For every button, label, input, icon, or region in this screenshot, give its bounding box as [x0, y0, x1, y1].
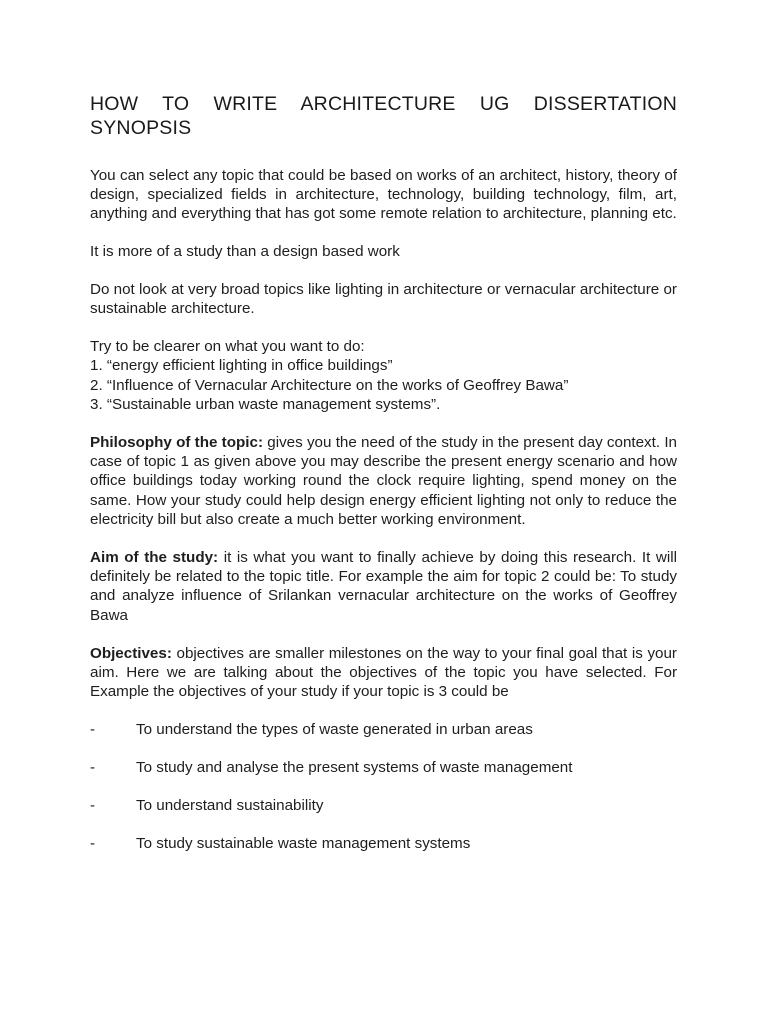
list-item-text: To understand the types of waste generated in urban areas	[136, 721, 533, 739]
list-item-text: To study and analyse the present systems of waste management	[136, 759, 573, 777]
topic-example-item: 1. “energy efficient lighting in office buildings”	[90, 357, 393, 375]
topic-example-item: 3. “Sustainable urban waste management systems”.	[90, 395, 441, 413]
list-item-text: To understand sustainability	[136, 796, 324, 814]
list-item	[90, 796, 677, 815]
broad-topics-paragraph: Do not look at very broad topics like lighting in architecture or vernacular architecture or sustainable architecture.	[90, 280, 677, 318]
dash-marker: -	[90, 834, 96, 852]
objectives-text: objectives are smaller milestones on the way to your final goal that is your aim. Here we are talking about the objectives of the topic you have selected. For Example the objectives of your study if your topic is 3 could be	[90, 644, 677, 701]
philosophy-paragraph	[90, 433, 677, 529]
aim-text: it is what you want to finally achieve by doing this research. It will definitely be related to the topic title. For example the aim for topic 2 could be: To study and analyze influence of Srilankan vernacular architecture on the works of Geoffrey Bawa	[90, 549, 677, 624]
document-title: HOW TO WRITE ARCHITECTURE UG DISSERTATION SYNOPSIS	[90, 93, 677, 139]
philosophy-text: gives you the need of the study in the present day context. In case of topic 1 as given above you may describe the present energy scenario and how office buildings today working round the clock require lighting, spend money on the same. How your study could help design energy efficient lighting not only to reduce the electricity bill but also create a much better working environment.	[90, 434, 677, 528]
list-item	[90, 720, 677, 739]
objectives-list	[90, 720, 677, 852]
philosophy-heading: Philosophy of the topic:	[90, 434, 264, 452]
topic-examples	[90, 337, 677, 414]
topic-example-item: 2. “Influence of Vernacular Architecture on the works of Geoffrey Bawa”	[90, 376, 569, 394]
dash-marker: -	[90, 759, 96, 777]
aim-heading: Aim of the study:	[90, 549, 219, 567]
list-item	[90, 758, 677, 777]
list-item	[90, 834, 677, 853]
list-item-text: To study sustainable waste management systems	[136, 834, 471, 852]
dash-marker: -	[90, 721, 96, 739]
objectives-paragraph	[90, 644, 677, 702]
intro-paragraph: You can select any topic that could be based on works of an architect, history, theory of design, specialized fields in architecture, technology, building technology, film, art, anything and everything that has got some remote relation to architecture, planning etc.	[90, 167, 677, 223]
study-note-paragraph: It is more of a study than a design based work	[90, 242, 400, 260]
aim-paragraph	[90, 548, 677, 625]
dash-marker: -	[90, 796, 96, 814]
objectives-heading: Objectives:	[90, 644, 172, 662]
document-page	[90, 92, 677, 871]
topic-examples-lead: Try to be clearer on what you want to do:	[90, 338, 365, 356]
